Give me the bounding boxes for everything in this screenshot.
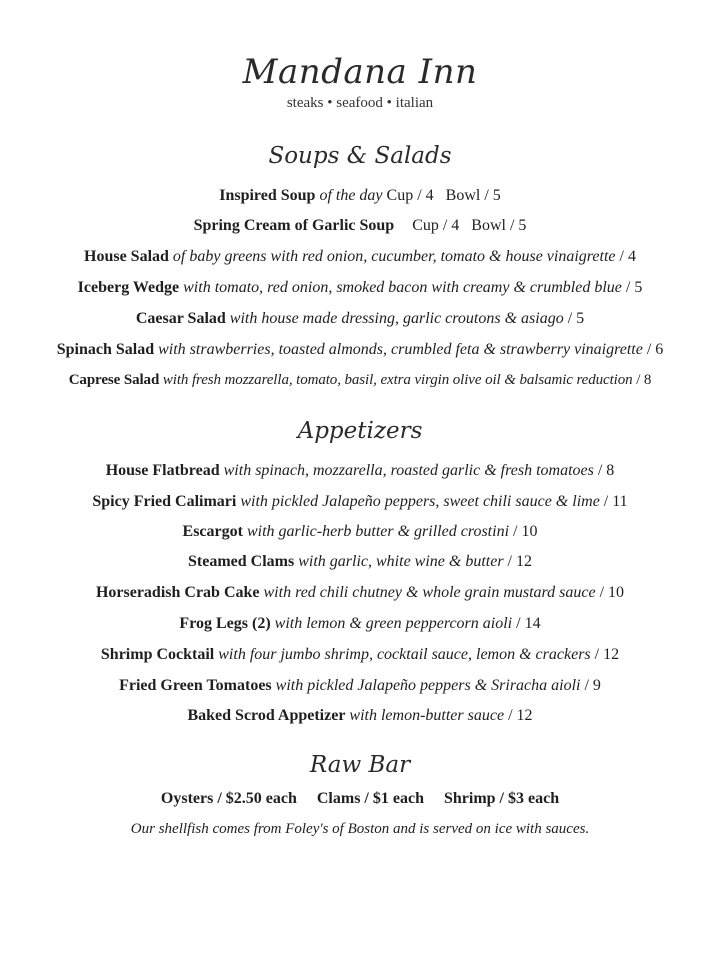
item-price: / 9 <box>584 677 601 694</box>
raw-bar-prices <box>0 789 720 809</box>
item-description: with pickled Jalapeño peppers & Sriracha aioli <box>275 677 581 694</box>
menu-item <box>0 309 720 329</box>
item-price: / 12 <box>508 707 533 724</box>
item-price: Cup / 4 Bowl / 5 <box>386 187 501 204</box>
item-price: / 14 <box>516 615 541 632</box>
menu-item <box>0 522 720 542</box>
item-name: Fried Green Tomatoes <box>119 677 272 694</box>
menu-item <box>0 492 720 512</box>
item-price: / 5 <box>567 310 585 327</box>
item-price: Cup / 4 Bowl / 5 <box>412 217 527 234</box>
item-description: with garlic, white wine & butter <box>298 553 504 570</box>
item-description: with lemon-butter sauce <box>349 707 505 724</box>
item-name: Caesar Salad <box>135 310 226 327</box>
item-description: with strawberries, toasted almonds, crumbled feta & strawberry vinaigrette <box>158 341 643 358</box>
item-price: / 8 <box>636 372 652 388</box>
item-name: Spring Cream of Garlic Soup <box>193 217 395 234</box>
item-name: Spicy Fried Calimari <box>92 493 237 510</box>
item-description: with lemon & green peppercorn aioli <box>274 615 513 632</box>
section-title-raw-bar: Raw Bar <box>309 752 411 778</box>
item-name: House Flatbread <box>105 462 220 479</box>
item-name: Steamed Clams <box>188 553 295 570</box>
menu-item <box>0 706 720 726</box>
item-name: Shrimp Cocktail <box>100 646 215 663</box>
item-price: / 11 <box>603 493 628 510</box>
menu-item <box>0 461 720 481</box>
item-price: / 12 <box>594 646 620 663</box>
item-description: of the day <box>319 187 383 204</box>
item-description: with garlic-herb butter & grilled crostini <box>246 523 510 540</box>
section-title-appetizers: Appetizers <box>297 418 423 444</box>
raw-bar-item: Clams / $1 each <box>316 790 424 807</box>
item-name: Caprese Salad <box>68 372 160 388</box>
item-description: with pickled Jalapeño peppers, sweet chili sauce & lime <box>240 493 600 510</box>
item-name: Escargot <box>182 523 243 540</box>
menu-item <box>0 552 720 572</box>
menu-item <box>0 247 720 267</box>
item-name: House Salad <box>84 248 169 265</box>
menu-item <box>0 340 720 360</box>
section-title-soups-salads: Soups & Salads <box>268 143 452 169</box>
menu-item <box>0 645 720 665</box>
item-name: Inspired Soup <box>219 187 316 204</box>
item-description: with spinach, mozzarella, roasted garlic & fresh tomatoes <box>223 462 594 479</box>
item-name: Iceberg Wedge <box>77 279 180 296</box>
restaurant-tagline: steaks • seafood • italian <box>286 95 434 111</box>
menu-item <box>0 186 720 206</box>
item-description: with fresh mozzarella, tomato, basil, extra virgin olive oil & balsamic reduction <box>162 372 633 388</box>
raw-bar-item: Oysters / $2.50 each <box>160 790 297 807</box>
shellfish-note: Our shellfish comes from Foley's of Boston and is served on ice with sauces. <box>130 821 590 837</box>
item-price: / 8 <box>597 462 615 479</box>
item-price: / 10 <box>599 584 625 601</box>
item-name: Horseradish Crab Cake <box>95 584 260 601</box>
raw-bar-item: Shrimp / $3 each <box>443 790 560 807</box>
item-description: with tomato, red onion, smoked bacon with creamy & crumbled blue <box>183 279 622 296</box>
item-name: Baked Scrod Appetizer <box>187 707 346 724</box>
item-price: / 5 <box>625 279 643 296</box>
restaurant-name: Mandana Inn <box>242 52 478 92</box>
item-description: with four jumbo shrimp, cocktail sauce, lemon & crackers <box>218 646 591 663</box>
item-description: of baby greens with red onion, cucumber, tomato & house vinaigrette <box>172 248 616 265</box>
item-price: / 6 <box>646 341 664 358</box>
menu-item <box>0 278 720 298</box>
menu-item <box>0 676 720 696</box>
item-name: Spinach Salad <box>56 341 155 358</box>
item-name: Frog Legs (2) <box>179 615 271 632</box>
item-price: / 4 <box>619 248 636 265</box>
item-price: / 10 <box>513 523 538 540</box>
menu-item <box>0 583 720 603</box>
menu-item <box>0 370 720 390</box>
item-description: with house made dressing, garlic croutons & asiago <box>229 310 564 327</box>
item-price: / 12 <box>507 553 532 570</box>
menu-item <box>0 216 720 236</box>
item-description: with red chili chutney & whole grain mustard sauce <box>263 584 596 601</box>
menu-item <box>0 614 720 634</box>
